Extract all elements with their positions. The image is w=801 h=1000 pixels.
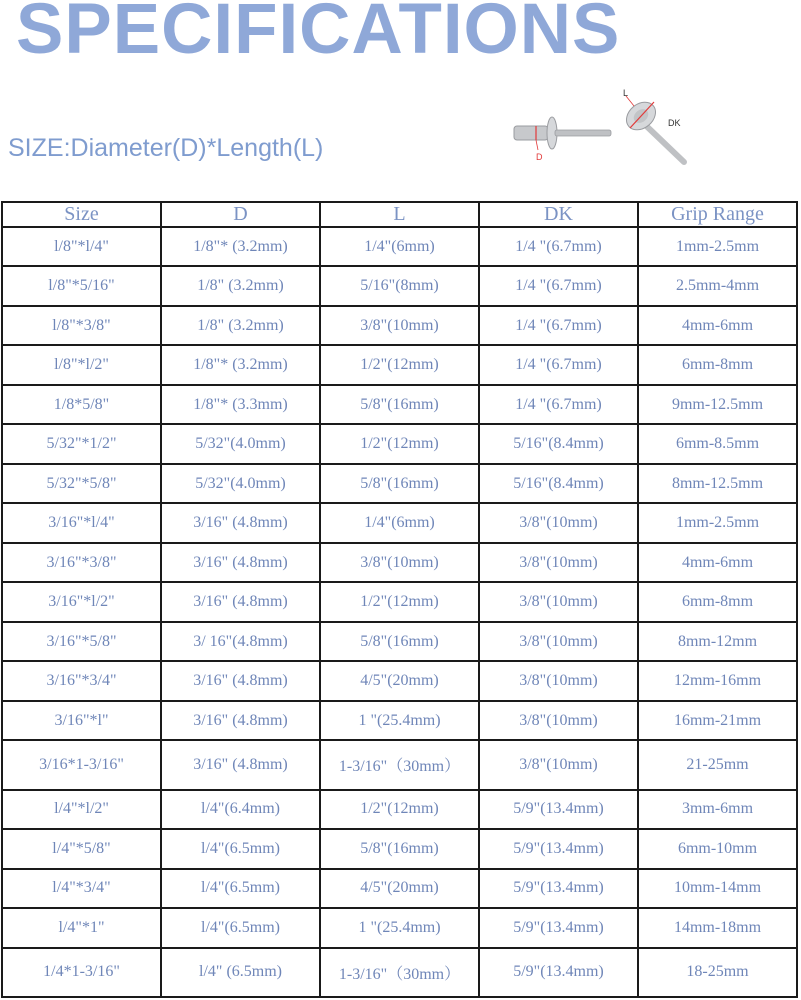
table-row (2, 829, 797, 868)
d-cell: 1/8"* (3.2mm) (161, 345, 320, 384)
l-cell: 1 "(25.4mm) (320, 908, 479, 947)
l-cell: 1/2"(12mm) (320, 345, 479, 384)
table-row (2, 661, 797, 700)
l-cell: 1-3/16"（30mm） (320, 740, 479, 789)
grip-range-cell: 4mm-6mm (638, 306, 797, 345)
grip-range-cell: 18-25mm (638, 948, 797, 997)
size-cell: l/4"*l/2" (2, 790, 161, 829)
dk-cell: 3/8"(10mm) (479, 661, 638, 700)
size-cell: 3/16"*l/2" (2, 582, 161, 621)
dk-cell: 3/8"(10mm) (479, 582, 638, 621)
dk-cell: 5/9"(13.4mm) (479, 869, 638, 908)
l-cell: 1 "(25.4mm) (320, 701, 479, 740)
grip-range-cell: 6mm-8mm (638, 345, 797, 384)
table-row (2, 948, 797, 997)
d-cell: 3/16" (4.8mm) (161, 740, 320, 789)
grip-range-cell: 1mm-2.5mm (638, 227, 797, 266)
d-label: D (536, 152, 543, 162)
rivet-angled-view (621, 96, 684, 162)
dk-cell: 1/4 "(6.7mm) (479, 345, 638, 384)
grip-range-cell: 14mm-18mm (638, 908, 797, 947)
size-cell: l/4"*5/8" (2, 829, 161, 868)
dk-cell: 3/8"(10mm) (479, 622, 638, 661)
table-row (2, 503, 797, 542)
table-header-row (2, 202, 797, 227)
grip-range-cell: 8mm-12mm (638, 622, 797, 661)
dk-cell: 5/9"(13.4mm) (479, 790, 638, 829)
l-cell: 5/8"(16mm) (320, 829, 479, 868)
dk-cell: 1/4 "(6.7mm) (479, 266, 638, 305)
l-cell: 1-3/16"（30mm） (320, 948, 479, 997)
table-row (2, 266, 797, 305)
d-cell: 3/16" (4.8mm) (161, 582, 320, 621)
size-cell: l/8"*3/8" (2, 306, 161, 345)
d-cell: 1/8" (3.2mm) (161, 266, 320, 305)
size-cell: l/8"*l/4" (2, 227, 161, 266)
d-cell: 1/8"* (3.2mm) (161, 227, 320, 266)
size-cell: l/4"*1" (2, 908, 161, 947)
table-row (2, 385, 797, 424)
l-cell: 3/8"(10mm) (320, 543, 479, 582)
table-row (2, 701, 797, 740)
grip-range-cell: 6mm-8mm (638, 582, 797, 621)
d-cell: 3/16" (4.8mm) (161, 543, 320, 582)
size-cell: l/8"*5/16" (2, 266, 161, 305)
grip-range-cell: 6mm-8.5mm (638, 424, 797, 463)
size-cell: 3/16"*l/4" (2, 503, 161, 542)
grip-range-cell: 9mm-12.5mm (638, 385, 797, 424)
size-caption: SIZE:Diameter(D)*Length(L) (8, 134, 324, 162)
table-row (2, 790, 797, 829)
l-cell: 5/8"(16mm) (320, 622, 479, 661)
l-cell: 5/8"(16mm) (320, 385, 479, 424)
table-row (2, 869, 797, 908)
d-cell: l/4"(6.5mm) (161, 829, 320, 868)
l-cell: 1/2"(12mm) (320, 424, 479, 463)
d-cell: 1/8" (3.2mm) (161, 306, 320, 345)
grip-range-cell: 2.5mm-4mm (638, 266, 797, 305)
dk-cell: 1/4 "(6.7mm) (479, 227, 638, 266)
size-cell: l/4"*3/4" (2, 869, 161, 908)
size-cell: 5/32"*1/2" (2, 424, 161, 463)
dk-cell: 3/8"(10mm) (479, 740, 638, 789)
size-cell: 3/16*1-3/16" (2, 740, 161, 789)
l-cell: 1/2"(12mm) (320, 790, 479, 829)
dk-cell: 1/4 "(6.7mm) (479, 306, 638, 345)
d-cell: l/4"(6.5mm) (161, 869, 320, 908)
d-cell: l/4" (6.5mm) (161, 948, 320, 997)
dk-cell: 1/4 "(6.7mm) (479, 385, 638, 424)
d-cell: 3/ 16"(4.8mm) (161, 622, 320, 661)
l-cell: 3/8"(10mm) (320, 306, 479, 345)
size-cell: 1/8*5/8" (2, 385, 161, 424)
l-cell: 1/4"(6mm) (320, 227, 479, 266)
dk-cell: 5/16"(8.4mm) (479, 424, 638, 463)
l-label: L (623, 88, 629, 98)
d-cell: 5/32"(4.0mm) (161, 464, 320, 503)
table-row (2, 622, 797, 661)
l-cell: 1/4"(6mm) (320, 503, 479, 542)
header-l: L (320, 202, 479, 227)
size-cell: 1/4*1-3/16" (2, 948, 161, 997)
grip-range-cell: 8mm-12.5mm (638, 464, 797, 503)
size-cell: 3/16"*3/8" (2, 543, 161, 582)
header-size: Size (2, 202, 161, 227)
table-row (2, 908, 797, 947)
table-row (2, 424, 797, 463)
d-cell: 3/16" (4.8mm) (161, 701, 320, 740)
header-d: D (161, 202, 320, 227)
size-cell: 3/16"*3/4" (2, 661, 161, 700)
d-cell: 5/32"(4.0mm) (161, 424, 320, 463)
dk-cell: 3/8"(10mm) (479, 543, 638, 582)
size-cell: l/8"*l/2" (2, 345, 161, 384)
dk-label: DK (668, 118, 681, 128)
rivet-side-view (514, 117, 611, 150)
grip-range-cell: 16mm-21mm (638, 701, 797, 740)
dk-cell: 5/9"(13.4mm) (479, 948, 638, 997)
d-cell: 3/16" (4.8mm) (161, 503, 320, 542)
dk-cell: 5/16"(8.4mm) (479, 464, 638, 503)
dk-cell: 3/8"(10mm) (479, 503, 638, 542)
page-title: SPECIFICATIONS (16, 0, 621, 69)
table-row (2, 464, 797, 503)
size-cell: 3/16"*5/8" (2, 622, 161, 661)
grip-range-cell: 1mm-2.5mm (638, 503, 797, 542)
table-body (2, 227, 797, 997)
header-dk: DK (479, 202, 638, 227)
table-row (2, 306, 797, 345)
header-grip-range: Grip Range (638, 202, 797, 227)
grip-range-cell: 6mm-10mm (638, 829, 797, 868)
grip-range-cell: 4mm-6mm (638, 543, 797, 582)
size-cell: 3/16"*l" (2, 701, 161, 740)
table-row (2, 345, 797, 384)
grip-range-cell: 12mm-16mm (638, 661, 797, 700)
specifications-table (1, 201, 798, 998)
d-cell: l/4"(6.4mm) (161, 790, 320, 829)
dk-cell: 5/9"(13.4mm) (479, 829, 638, 868)
table-row (2, 582, 797, 621)
l-cell: 5/16"(8mm) (320, 266, 479, 305)
size-cell: 5/32"*5/8" (2, 464, 161, 503)
l-cell: 5/8"(16mm) (320, 464, 479, 503)
grip-range-cell: 3mm-6mm (638, 790, 797, 829)
l-cell: 4/5"(20mm) (320, 661, 479, 700)
grip-range-cell: 21-25mm (638, 740, 797, 789)
l-cell: 4/5"(20mm) (320, 869, 479, 908)
rivet-diagram (508, 84, 738, 176)
table-row (2, 227, 797, 266)
table-row (2, 740, 797, 789)
d-cell: 1/8"* (3.3mm) (161, 385, 320, 424)
table-row (2, 543, 797, 582)
d-cell: 3/16" (4.8mm) (161, 661, 320, 700)
d-cell: l/4"(6.5mm) (161, 908, 320, 947)
dk-cell: 3/8"(10mm) (479, 701, 638, 740)
dk-cell: 5/9"(13.4mm) (479, 908, 638, 947)
grip-range-cell: 10mm-14mm (638, 869, 797, 908)
l-cell: 1/2"(12mm) (320, 582, 479, 621)
